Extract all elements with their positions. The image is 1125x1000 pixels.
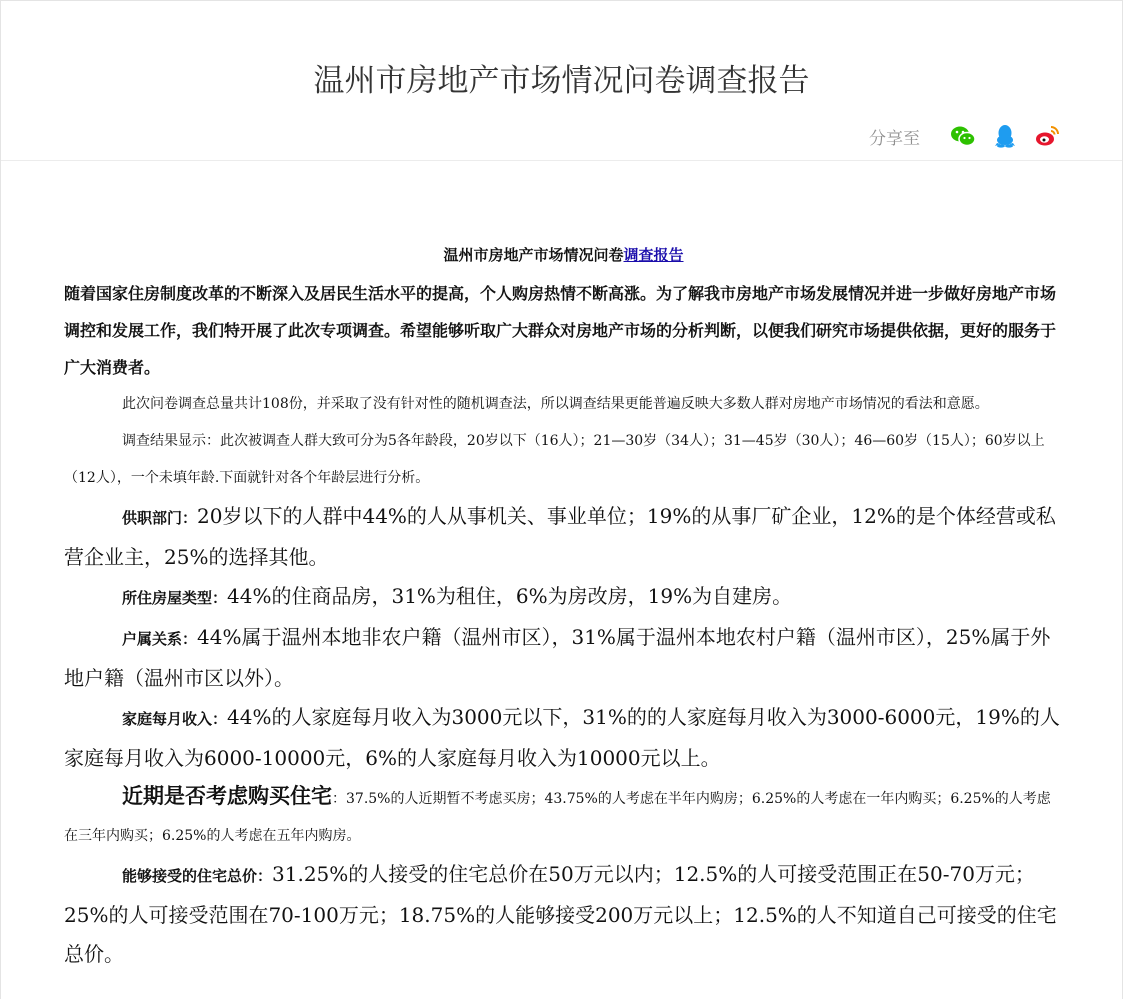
- job-text: 20岁以下的人群中44%的人从事机关、事业单位；19%的从事厂矿企业，12%的是个体经营或私营企业主，25%的选择其他。: [64, 504, 1056, 569]
- section-house-type: [64, 577, 1063, 618]
- weibo-icon[interactable]: [1034, 123, 1060, 149]
- article-subtitle: [64, 241, 1063, 269]
- section-price: [64, 855, 1063, 974]
- paragraph-survey-method: 此次问卷调查总量共计108份，并采取了没有针对性的随机调查法，所以调查结果更能普遍反映大多数人群对房地产市场情况的看法和意愿。: [122, 396, 989, 412]
- section-job: [64, 497, 1063, 577]
- subtitle-text: 温州市房地产市场情况问卷: [443, 246, 624, 264]
- house-type-label: 所住房屋类型：: [122, 589, 228, 607]
- page-title: 温州市房地产市场情况问卷调查报告: [313, 63, 810, 99]
- article-header: [1, 1, 1122, 161]
- intro-paragraph: 随着国家住房制度改革的不断深入及居民生活水平的提高，个人购房热情不断高涨。为了解我市房地产市场发展情况并进一步做好房地产市场调控和发展工作，我们特开展了此次专项调查。希望能够听取广大群众对房地产市场的分析判断，以便我们研究市场提供依据，更好的服务于广大消费者。: [64, 284, 1057, 377]
- paragraph-age-groups: 调查结果显示：此次被调查人群大致可分为5各年龄段，20岁以下（16人）；21—30岁（34人）；31—45岁（30人）；46—60岁（15人）；60岁以上（12人），一个未填年龄.下面就针对各个年龄层进行分析。: [64, 433, 1045, 486]
- share-label: 分享至: [869, 128, 920, 149]
- house-type-text: 44%的住商品房，31%为租住，6%为房改房，19%为自建房。: [227, 584, 793, 608]
- section-income: [64, 698, 1063, 778]
- price-text: 31.25%的人接受的住宅总价在50万元以内；12.5%的人可接受范围正在50-70万元；25%的人可接受范围在70-100万元；18.75%的人能够接受200万元以上；12.5%的人不知道自己可接受的住宅总价。: [64, 862, 1057, 966]
- purchase-plan-label: 近期是否考虑购买住宅: [122, 784, 332, 808]
- purchase-plan-text: ：37.5%的人近期暂不考虑买房；43.75%的人考虑在半年内购房；6.25%的人考虑在一年内购买；6.25%的人考虑在三年内购买；6.25%的人考虑在五年内购房。: [64, 791, 1051, 844]
- share-bar: [869, 123, 1060, 149]
- job-label: 供职部门：: [122, 509, 198, 527]
- income-label: 家庭每月收入：: [122, 710, 228, 728]
- income-text: 44%的人家庭每月收入为3000元以下，31%的的人家庭每月收入为3000-6000元，19%的人家庭每月收入为6000-10000元，6%的人家庭每月收入为10000元以上。: [64, 705, 1060, 770]
- price-label: 能够接受的住宅总价：: [122, 867, 273, 885]
- section-purchase-plan: [64, 778, 1063, 855]
- qq-icon[interactable]: [992, 123, 1018, 149]
- hukou-text: 44%属于温州本地非农户籍（温州市区），31%属于温州本地农村户籍（温州市区），25%属于外地户籍（温州市区以外）。: [64, 625, 1051, 690]
- report-link[interactable]: 调查报告: [623, 246, 684, 264]
- hukou-label: 户属关系：: [122, 630, 198, 648]
- wechat-icon[interactable]: [950, 123, 976, 149]
- section-hukou: [64, 618, 1063, 698]
- article-body: [64, 241, 1063, 974]
